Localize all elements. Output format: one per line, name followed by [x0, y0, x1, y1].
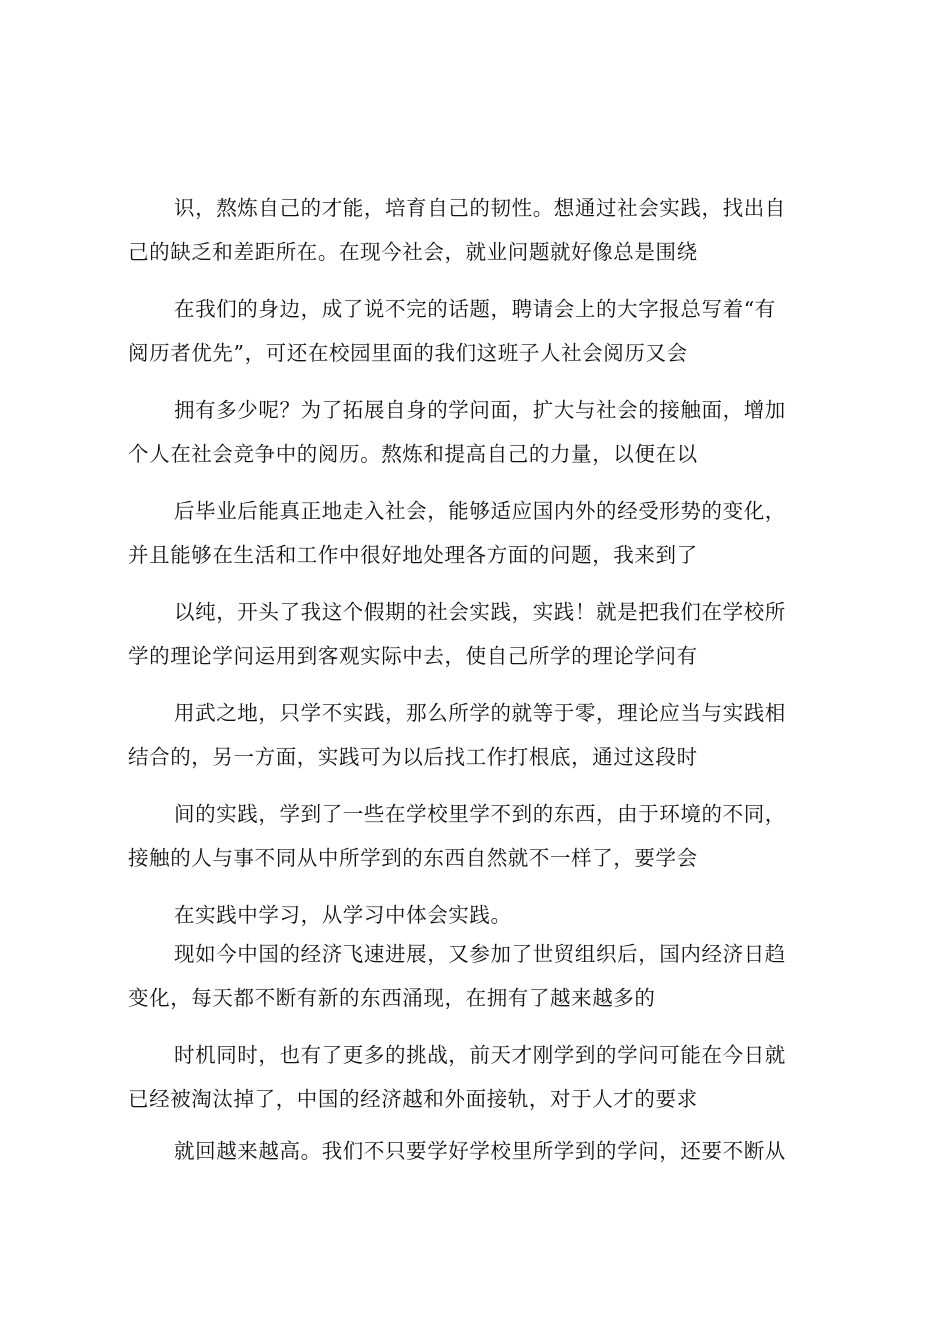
paragraph [128, 932, 838, 1020]
paragraph [128, 186, 838, 274]
text-line: 在我们的身边，成了说不完的话题，聘请会上的大字报总写着“有 [174, 297, 776, 321]
text-line: 用武之地，只学不实践，那么所学的就等于零，理论应当与实践相 [174, 701, 786, 725]
paragraph [128, 1129, 838, 1173]
paragraph [128, 1033, 838, 1121]
text-line: 并且能够在生活和工作中很好地处理各方面的问题，我来到了 [128, 543, 698, 567]
text-line: 变化，每天都不断有新的东西涌现，在拥有了越来越多的 [128, 986, 656, 1010]
paragraph [128, 590, 838, 678]
text-line: 后毕业后能真正地走入社会，能够适应国内外的经受形势的变化， [174, 499, 786, 523]
text-line: 个人在社会竞争中的阅历。熬炼和提高自己的力量，以便在以 [128, 442, 698, 466]
text-line: 已经被淘汰掉了，中国的经济越和外面接轨，对于人才的要求 [128, 1087, 698, 1111]
text-line: 结合的，另一方面，实践可为以后找工作打根底，通过这段时 [128, 745, 698, 769]
text-line: 学的理论学问运用到客观实际中去，使自己所学的理论学问有 [128, 644, 698, 668]
text-line: 现如今中国的经济飞速进展，又参加了世贸组织后，国内经济日趋 [174, 942, 786, 966]
text-line: 间的实践，学到了一些在学校里学不到的东西，由于环境的不同， [174, 802, 786, 826]
text-line: 阅历者优先”，可还在校园里面的我们这班子人社会阅历又会 [128, 341, 688, 365]
paragraph [128, 388, 838, 476]
text-line: 时机同时，也有了更多的挑战，前天才刚学到的学问可能在今日就 [174, 1043, 786, 1067]
text-line: 接触的人与事不同从中所学到的东西自然就不一样了，要学会 [128, 846, 698, 870]
text-line: 己的缺乏和差距所在。在现今社会，就业问题就好像总是围绕 [128, 240, 698, 264]
text-line: 识，熬炼自己的才能，培育自己的韧性。想通过社会实践，找出自 [174, 196, 786, 220]
paragraph [128, 691, 838, 779]
text-line: 以纯，开头了我这个假期的社会实践，实践！就是把我们在学校所 [174, 600, 786, 624]
paragraph [128, 893, 838, 937]
paragraph [128, 287, 838, 375]
paragraph [128, 489, 838, 577]
text-line: 在实践中学习，从学习中体会实践。 [174, 903, 512, 927]
paragraph [128, 792, 838, 880]
text-line: 就回越来越高。我们不只要学好学校里所学到的学问，还要不断从 [174, 1139, 786, 1163]
text-line: 拥有多少呢？为了拓展自身的学问面，扩大与社会的接触面，增加 [174, 398, 786, 422]
